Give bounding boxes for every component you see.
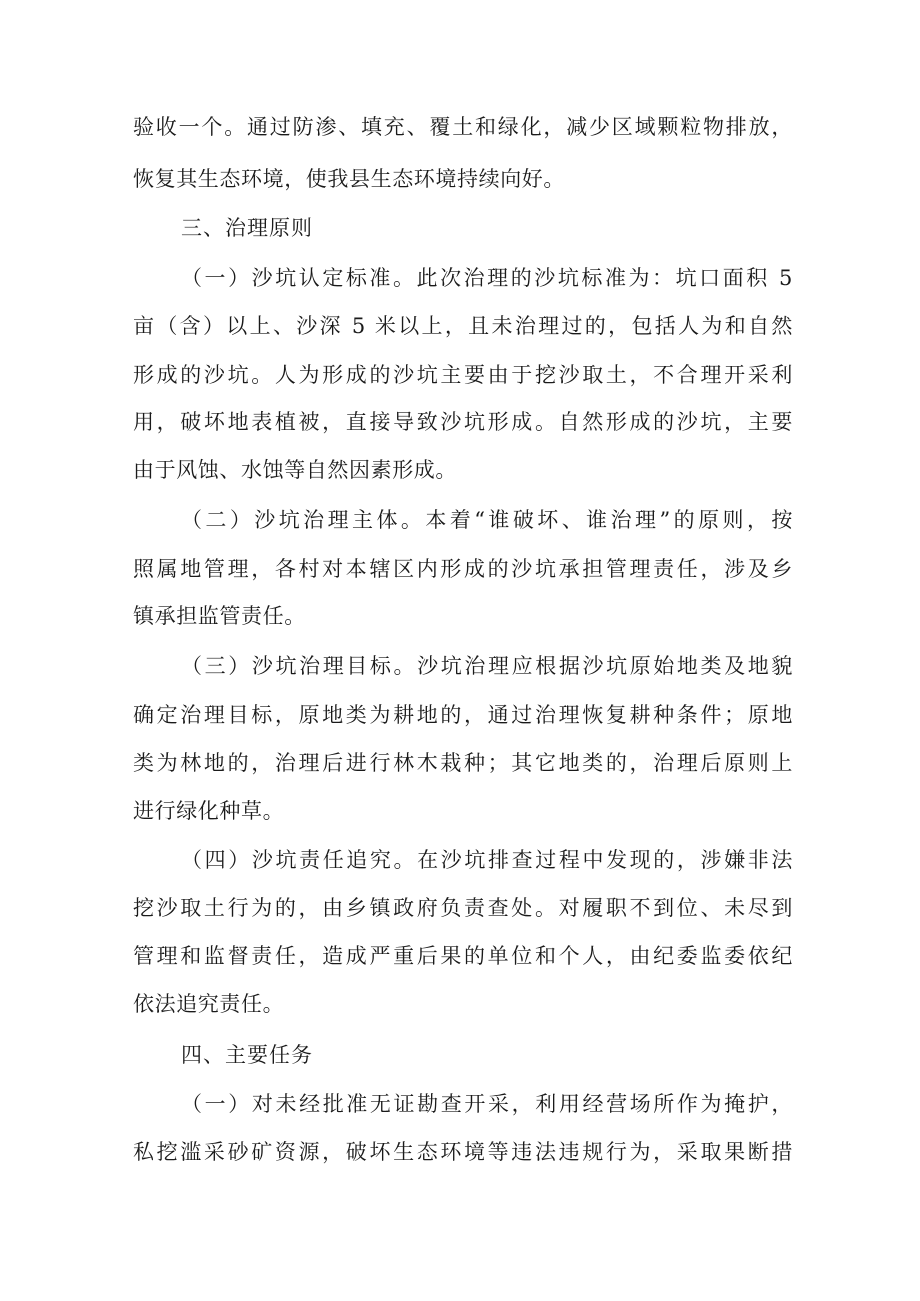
paragraph-line: 用，破坏地表植被，直接导致沙坑形成。自然形成的沙坑，主要 <box>133 410 793 434</box>
section-heading: 四、主要任务 <box>181 1043 313 1067</box>
paragraph-line: 类为林地的，治理后进行林木栽种；其它地类的，治理后原则上 <box>133 751 793 775</box>
paragraph-line: 由于风蚀、水蚀等自然因素形成。 <box>133 458 457 482</box>
paragraph-line: （四）沙坑责任追究。在沙坑排查过程中发现的，涉嫌非法 <box>181 848 793 872</box>
paragraph-line: 管理和监督责任，造成严重后果的单位和个人，由纪委监委依纪 <box>133 944 793 968</box>
paragraph-line: 依法追究责任。 <box>133 992 285 1016</box>
paragraph-line: 验收一个。通过防渗、填充、覆土和绿化，减少区域颗粒物排放， <box>133 115 793 139</box>
section-heading: 三、治理原则 <box>181 216 313 240</box>
paragraph-line: 恢复其生态环境，使我县生态环境持续向好。 <box>133 167 565 191</box>
paragraph-line: （二）沙坑治理主体。本着“谁破坏、谁治理”的原则，按 <box>181 508 793 532</box>
paragraph-line: （一）沙坑认定标准。此次治理的沙坑标准为：坑口面积 5 <box>181 266 793 290</box>
paragraph-line: 形成的沙坑。人为形成的沙坑主要由于挖沙取土，不合理开采利 <box>133 363 793 387</box>
paragraph-line: 镇承担监管责任。 <box>133 604 306 628</box>
paragraph-line: 亩（含）以上、沙深 5 米以上，且未治理过的，包括人为和自然 <box>133 314 793 338</box>
paragraph-line: 进行绿化种草。 <box>133 799 285 823</box>
paragraph-line: 照属地管理，各村对本辖区内形成的沙坑承担管理责任，涉及乡 <box>133 557 793 581</box>
paragraph-line: （三）沙坑治理目标。沙坑治理应根据沙坑原始地类及地貌 <box>181 654 793 678</box>
paragraph-line: （一）对未经批准无证勘查开采，利用经营场所作为掩护， <box>181 1092 793 1116</box>
paragraph-line: 挖沙取土行为的，由乡镇政府负责查处。对履职不到位、未尽到 <box>133 896 793 920</box>
paragraph-line: 私挖滥采砂矿资源，破坏生态环境等违法违规行为，采取果断措 <box>133 1140 793 1164</box>
paragraph-line: 确定治理目标，原地类为耕地的，通过治理恢复耕种条件；原地 <box>133 703 793 727</box>
